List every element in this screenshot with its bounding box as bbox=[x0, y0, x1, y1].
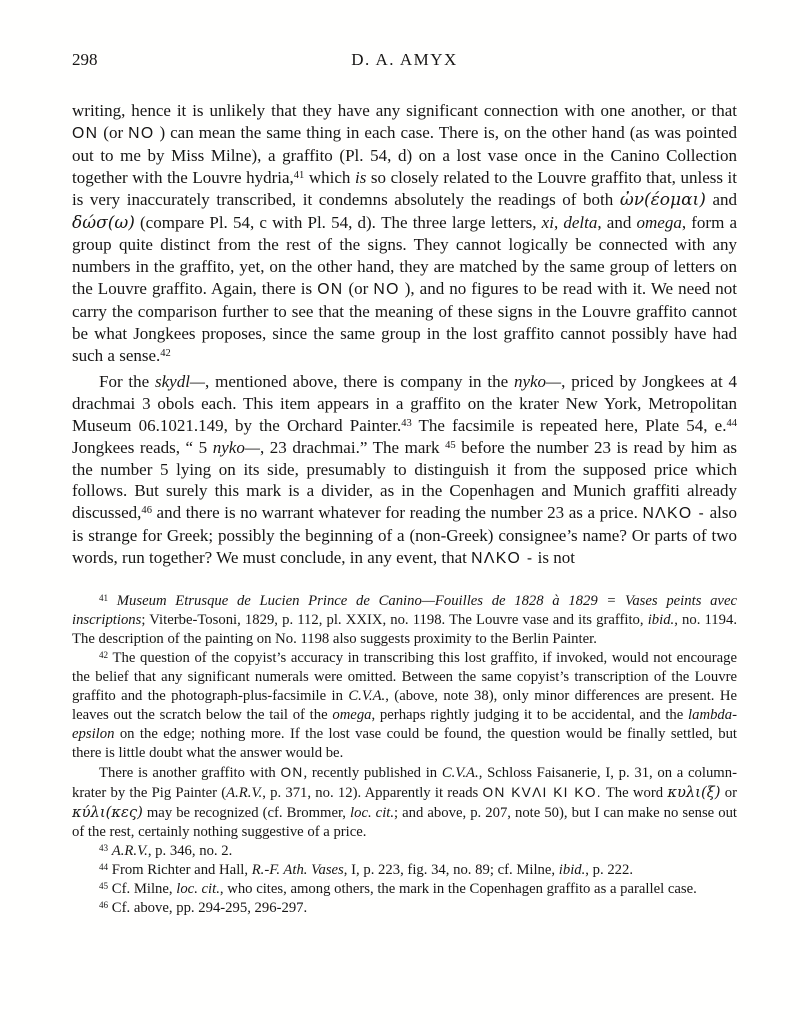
italic-text: R.-F. Ath. Vases bbox=[251, 862, 344, 879]
text-run: and bbox=[705, 189, 737, 209]
italic-text: loc. cit. bbox=[176, 881, 220, 898]
body-paragraph-1 bbox=[72, 100, 737, 367]
text-run: , form a group quite distinct from the rest of the signs. They cannot logically be connected with any numbers in the graffito, yet, on the other hand, they are matched by the same group of letters on the Louvre graffito. Again, there is bbox=[72, 212, 738, 299]
text-run: , bbox=[553, 212, 564, 232]
italic-text: loc. cit. bbox=[350, 805, 395, 822]
italic-text: xi bbox=[541, 212, 554, 232]
text-run: , recently published in bbox=[303, 765, 442, 782]
inscription-letters: NO bbox=[128, 124, 155, 142]
inscription-letters: ON KVΛI KI KO. bbox=[482, 785, 602, 801]
italic-text: Museum Etrusque de Lucien Prince de Canino—Fouilles de 1828 à 1829 = Vases peints avec inscriptions bbox=[72, 593, 737, 629]
footnote-marker: 41 bbox=[99, 592, 109, 603]
text-run: For the bbox=[99, 371, 155, 391]
text-run: , (above, note 38), only minor differences are present. He leaves out the scratch below the tail of the bbox=[72, 688, 737, 724]
greek-text: κύλι(κες) bbox=[72, 804, 143, 822]
inscription-letters: ON bbox=[280, 765, 304, 781]
greek-text: δώσ(ω) bbox=[72, 212, 135, 233]
italic-text: delta bbox=[563, 212, 598, 232]
greek-text: ὠν(έομαι) bbox=[619, 189, 706, 210]
text-run: so closely related to the Louvre graffito that, unless it is very inaccurately transcribed, it condemns absolutely the readings of both bbox=[72, 167, 738, 209]
text-run: , perhaps rightly judging it to be accidental, and the bbox=[371, 707, 689, 724]
text-run: (or bbox=[343, 279, 374, 299]
italic-text: nyko— bbox=[513, 371, 562, 391]
page-number: 298 bbox=[72, 50, 98, 69]
text-run: , 23 drachmai.” The mark bbox=[259, 437, 446, 457]
italic-text: ibid. bbox=[647, 612, 675, 629]
italic-text: nyko— bbox=[212, 437, 260, 457]
running-head: D. A. AMYX bbox=[351, 50, 458, 69]
footnote-marker: 45 bbox=[99, 880, 109, 891]
text-run: (compare Pl. 54, c with Pl. 54, d). The three large letters, bbox=[134, 212, 542, 232]
footnotes-section bbox=[72, 592, 737, 918]
text-run: , I, p. 223, fig. 34, no. 89; cf. Milne, bbox=[343, 862, 559, 879]
footnote-marker: 41 bbox=[293, 169, 305, 181]
footnote-marker: 43 bbox=[99, 842, 109, 853]
text-run: , p. 371, no. 12). Apparently it reads bbox=[262, 785, 483, 802]
footnote-marker: 44 bbox=[99, 861, 109, 872]
text-run: Cf. Milne, bbox=[108, 881, 177, 898]
footnote-42-continued bbox=[72, 763, 737, 842]
inscription-letters: ON bbox=[317, 281, 344, 299]
italic-text: ibid. bbox=[558, 862, 586, 879]
text-run: There is another graffito with bbox=[99, 765, 281, 782]
text-run: writing, hence it is unlikely that they have any significant connection with one another, or that bbox=[72, 101, 737, 120]
footnote-45 bbox=[72, 880, 737, 899]
text-run: The word bbox=[601, 785, 668, 802]
footnote-42 bbox=[72, 649, 737, 763]
italic-text: A.R.V. bbox=[111, 843, 148, 860]
text-run: is not bbox=[533, 548, 575, 568]
text-run bbox=[108, 593, 117, 609]
text-run: , p. 222. bbox=[585, 862, 634, 879]
inscription-letters: ON bbox=[72, 124, 99, 142]
inscription-letters: NΛKO - bbox=[471, 550, 534, 568]
text-run: , no. 1194. The description of the painting on No. 1198 also suggests proximity to the Berlin Painter. bbox=[72, 612, 737, 648]
footnote-marker: 45 bbox=[445, 439, 456, 451]
text-run: Jongkees reads, “ 5 bbox=[72, 437, 213, 457]
italic-text: omega bbox=[636, 212, 682, 232]
footnote-46 bbox=[72, 899, 737, 918]
footnote-marker: 43 bbox=[401, 417, 412, 429]
greek-text: κυλι(ξ) bbox=[667, 784, 721, 802]
body-paragraph-2 bbox=[72, 371, 737, 570]
text-run: ) can mean the same thing in each case. There is, on the other hand (as was pointed out to me by Miss Milne), a graffito (Pl. 54, d) on a lost vase once in the Canino Collection together with the Louvre hydria, bbox=[72, 122, 737, 187]
text-run: ; Viterbe-Tosoni, 1829, p. 112, pl. XXIX, no. 1198. The Louvre vase and its graffito, bbox=[141, 612, 648, 629]
italic-text: skydl— bbox=[155, 371, 206, 391]
text-run: The question of the copyist’s accuracy in transcribing this lost graffito, if invoked, would not encourage the belief that any significant numerals were omitted. Between the same copyist’s transcription of the Louvre graffito and the photograph-plus-facsimile in bbox=[72, 650, 737, 705]
italic-text: C.V.A. bbox=[441, 765, 479, 782]
footnote-41 bbox=[72, 592, 737, 649]
text-run: which bbox=[304, 167, 355, 187]
text-run: , priced by Jongkees at 4 drachmai 3 obols each. This item appears in a graffito on the krater New York, Metropolitan Museum 06.1021.149, by the Orchard Painter. bbox=[72, 371, 737, 435]
page-header bbox=[72, 50, 737, 72]
italic-text: lambda-epsilon bbox=[72, 707, 737, 743]
italic-text: is bbox=[354, 167, 367, 187]
text-run: The facsimile is repeated here, Plate 54, e. bbox=[411, 415, 727, 435]
italic-text: omega bbox=[332, 707, 372, 724]
footnote-marker: 46 bbox=[99, 899, 109, 910]
footnote-marker: 44 bbox=[726, 417, 737, 429]
text-run: on the edge; nothing more. If the lost vase could be found, the question would be finally settled, but there is little doubt what the answer would be. bbox=[72, 726, 737, 762]
text-run: , Schloss Faisanerie, I, p. 31, on a column-krater by the Pig Painter ( bbox=[72, 765, 737, 802]
text-run: and there is no warrant whatever for reading the number 23 as a price. bbox=[151, 503, 643, 523]
text-run: , who cites, among others, the mark in the Copenhagen graffito as a parallel case. bbox=[219, 881, 697, 898]
footnote-marker: 46 bbox=[141, 505, 152, 517]
text-run: From Richter and Hall, bbox=[108, 862, 252, 879]
text-run: may be recognized (cf. Brommer, bbox=[142, 805, 351, 822]
text-run: (or bbox=[98, 122, 129, 142]
footnote-marker: 42 bbox=[99, 649, 109, 660]
italic-text: A.R.V. bbox=[226, 785, 263, 802]
text-run: or bbox=[720, 785, 737, 802]
text-run: , p. 346, no. 2. bbox=[147, 843, 233, 860]
footnote-43 bbox=[72, 842, 737, 861]
text-run: Cf. above, pp. 294-295, 296-297. bbox=[108, 900, 308, 917]
inscription-letters: NΛKO - bbox=[642, 505, 706, 523]
inscription-letters: NO bbox=[373, 281, 400, 299]
text-run: ), and no figures to be read with it. We need not carry the comparison further to see that the meaning of these signs in the Louvre graffito cannot be what Jongkees proposes, since the same group in the lost graffito cannot possibly have had such a sense. bbox=[72, 279, 737, 365]
text-run: , mentioned above, there is company in the bbox=[205, 371, 514, 391]
text-run: ; and above, p. 207, note 50), but I can make no sense out of the rest, certainly nothing suggestive of a price. bbox=[72, 805, 738, 841]
text-run: before the number 23 is read by him as the number 5 lying on its side, presumably to distinguish it from the supposed price which follows. But surely this mark is a divider, as in the Copenhagen and Munich graffiti already discussed, bbox=[72, 437, 737, 523]
italic-text: C.V.A. bbox=[348, 688, 386, 705]
footnote-44 bbox=[72, 861, 737, 880]
text-run: , and bbox=[597, 212, 637, 232]
text-run: also is strange for Greek; possibly the beginning of a (non-Greek) consignee’s name? Or parts of two words, run together? We must conclude, in any event, that bbox=[72, 503, 738, 568]
main-text bbox=[72, 100, 737, 570]
footnote-marker: 42 bbox=[160, 347, 171, 359]
